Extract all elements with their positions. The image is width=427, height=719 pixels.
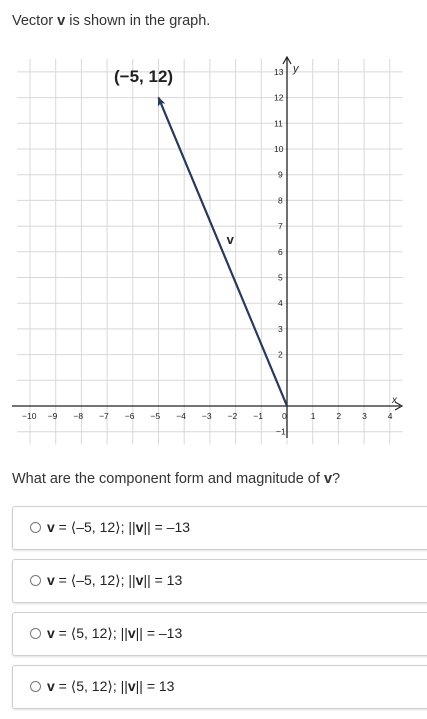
intro-after: is shown in the graph. bbox=[65, 13, 211, 29]
choice-vector-magnitude: v bbox=[127, 625, 136, 641]
answer-choice-3[interactable] bbox=[12, 612, 427, 656]
choice-label bbox=[47, 625, 182, 642]
choice-equation: = ⟨5, 12⟩; || bbox=[54, 678, 128, 694]
answer-choice-1[interactable] bbox=[12, 506, 427, 550]
x-tick-label: −10 bbox=[22, 411, 37, 421]
choice-magnitude: || = –13 bbox=[143, 519, 191, 535]
choice-label bbox=[47, 519, 190, 536]
choice-equation: = ⟨–5, 12⟩; || bbox=[54, 572, 136, 588]
y-tick-label: 10 bbox=[274, 144, 284, 154]
x-tick-label: −2 bbox=[227, 411, 238, 421]
axes bbox=[12, 57, 402, 438]
intro-text bbox=[12, 13, 210, 29]
x-tick-label: −7 bbox=[99, 411, 109, 421]
choice-vector: v bbox=[47, 519, 55, 535]
choice-vector: v bbox=[47, 625, 55, 641]
choice-vector: v bbox=[47, 678, 55, 694]
x-axis-label: x bbox=[392, 395, 397, 406]
answer-choice-4[interactable] bbox=[12, 665, 427, 709]
x-tick-label: −5 bbox=[150, 411, 161, 421]
y-tick-label: −1 bbox=[276, 426, 286, 437]
coordinate-graph bbox=[0, 50, 427, 450]
y-tick-label: 13 bbox=[274, 66, 284, 77]
choice-magnitude: || = 13 bbox=[135, 678, 175, 694]
x-tick-label: −4 bbox=[176, 411, 186, 421]
x-tick-label: −6 bbox=[124, 411, 135, 421]
x-tick-label: 2 bbox=[336, 411, 342, 421]
radio-button[interactable] bbox=[30, 575, 41, 586]
y-tick-label: 11 bbox=[274, 118, 283, 129]
choice-magnitude: || = 13 bbox=[143, 572, 183, 588]
question-text bbox=[12, 471, 340, 487]
y-tick-label: 3 bbox=[278, 323, 283, 334]
radio-button[interactable] bbox=[30, 628, 41, 639]
point-label: (−5, 12) bbox=[114, 67, 174, 86]
x-tick-label: −1 bbox=[253, 411, 264, 421]
vector-label: v bbox=[226, 232, 234, 248]
choice-magnitude: || = –13 bbox=[135, 625, 183, 641]
intro-before: Vector bbox=[12, 13, 58, 29]
x-tick-label: −9 bbox=[47, 411, 58, 421]
choice-vector-magnitude: v bbox=[135, 572, 144, 588]
choice-label bbox=[47, 678, 174, 695]
question-before: What are the component form and magnitude of bbox=[12, 471, 324, 487]
y-tick-label: 8 bbox=[278, 195, 283, 206]
choice-equation: = ⟨5, 12⟩; || bbox=[54, 625, 128, 641]
radio-button[interactable] bbox=[30, 681, 41, 692]
choice-vector-magnitude: v bbox=[135, 519, 144, 535]
choice-vector-magnitude: v bbox=[127, 678, 136, 694]
question-vector: v bbox=[323, 471, 333, 487]
answer-choice-2[interactable] bbox=[12, 559, 427, 603]
choice-label bbox=[47, 572, 182, 589]
x-tick-label: −3 bbox=[201, 411, 212, 421]
x-tick-label: 3 bbox=[362, 411, 367, 421]
choice-vector: v bbox=[47, 572, 55, 588]
x-tick-label: −8 bbox=[73, 411, 84, 421]
y-tick-label: 5 bbox=[278, 272, 283, 283]
grid-lines bbox=[17, 59, 403, 445]
y-tick-label: 9 bbox=[278, 169, 283, 180]
y-tick-label: 4 bbox=[278, 298, 283, 309]
y-tick-label: 6 bbox=[278, 246, 283, 257]
choice-equation: = ⟨–5, 12⟩; || bbox=[54, 519, 136, 535]
y-tick-label: 2 bbox=[278, 349, 283, 360]
x-tick-label: 0 bbox=[282, 411, 287, 421]
intro-vector: v bbox=[57, 13, 66, 29]
x-tick-label: 1 bbox=[310, 411, 316, 421]
x-tick-label: 4 bbox=[387, 411, 393, 421]
radio-button[interactable] bbox=[30, 522, 41, 533]
y-tick-label: 7 bbox=[278, 221, 283, 232]
y-axis-label: y bbox=[293, 63, 299, 75]
y-tick-label: 12 bbox=[274, 92, 284, 103]
question-after: ? bbox=[332, 471, 341, 487]
